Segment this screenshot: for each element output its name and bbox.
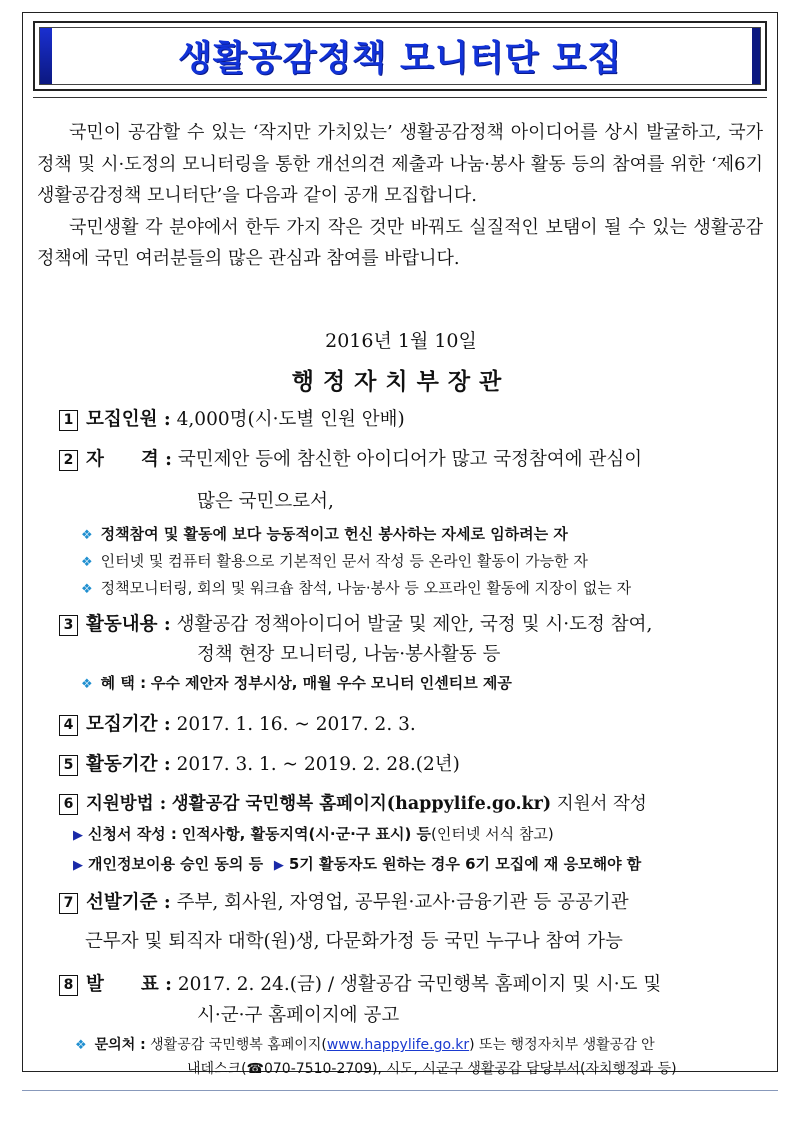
item-value: 국민제안 등에 참신한 아이디어가 많고 국정참여에 관심이: [177, 449, 643, 470]
contact-line-1: ❖ 문의처 : 생활공감 국민행복 홈페이지(www.happylife.go.kr) 또는 행정자치부 생활공감 안: [75, 1037, 655, 1053]
triangle-bullet-icon: ▶: [73, 828, 83, 843]
homepage-link[interactable]: www.happylife.go.kr: [326, 1037, 470, 1053]
item-qualification: [59, 445, 759, 471]
item-label: 자 격 :: [86, 449, 173, 470]
intro-paragraph-1: 국민이 공감할 수 있는 ‘작지만 가치있는’ 생활공감정책 아이디어를 상시 발굴하고, 국가정책 및 시·도정의 모니터링을 통한 개선의견 제출과 나눔·봉사 활동 등의 참여를 위한 ‘제6기 생활공감정책 모니터단’을 다음과 같이 공개 모집합니다.: [37, 122, 763, 206]
item-announcement: [59, 970, 759, 996]
issuer-name: 행정자치부장관: [291, 368, 511, 395]
item-number: 6: [59, 794, 78, 815]
diamond-bullet-icon: ❖: [81, 555, 93, 570]
diamond-bullet-icon: ❖: [75, 1038, 87, 1053]
item-number: 2: [59, 450, 78, 471]
item-value: 주부, 회사원, 자영업, 공무원·교사·금융기관 등 공공기관: [176, 892, 629, 913]
item-number: 4: [59, 715, 78, 736]
item-label: 활동기간 :: [86, 754, 171, 775]
item-number: 8: [59, 975, 78, 996]
contact-line-2: 내데스크(☎070-7510-2709), 시도, 시군구 생활공감 담당부서(자치행정과 등): [187, 1061, 677, 1077]
item-number: 3: [59, 615, 78, 636]
item-activities: [59, 610, 759, 636]
item-value: 4,000명(시·도별 인원 안배): [176, 409, 405, 430]
intro-paragraph-2: 국민생활 각 분야에서 한두 가지 작은 것만 바꿔도 실질적인 보탬이 될 수 있는 생활공감정책에 국민 여러분들의 많은 관심과 참여를 바랍니다.: [37, 216, 763, 269]
item-recruit-count: [59, 405, 759, 431]
intro-text: [37, 117, 763, 275]
item-label: 발 표 :: [86, 974, 173, 995]
item-label: 선발기준 :: [86, 892, 171, 913]
banner-accent-bar-right: [752, 28, 760, 84]
item-label: 모집인원 :: [86, 409, 171, 430]
page-title: 생활공감정책 모니터단 모집: [177, 39, 623, 79]
title-banner-inner: [39, 27, 761, 85]
application-sub-2: ▶ 개인정보이용 승인 동의 등 ▶ 5기 활동자도 원하는 경우 6기 모집에 재 응모해야 함: [73, 855, 642, 873]
triangle-bullet-icon: ▶: [273, 858, 284, 873]
item-selection-criteria: [59, 888, 759, 914]
item-value-cont: 정책 현장 모니터링, 나눔·봉사활동 등: [197, 644, 501, 665]
qualification-bullet: ❖ 정책참여 및 활동에 보다 능동적이고 헌신 봉사하는 자세로 임하려는 자: [81, 525, 568, 543]
item-activity-period: [59, 750, 759, 776]
banner-accent-bar: [40, 28, 52, 84]
contact-label: 문의처 :: [94, 1037, 146, 1053]
item-value-cont: 근무자 및 퇴직자 대학(원)생, 다문화가정 등 국민 누구나 참여 가능: [85, 931, 623, 952]
notice-frame: [22, 12, 778, 1077]
benefit-line: ❖ 혜 택 : 우수 제안자 정부시상, 매월 우수 모니터 인센티브 제공: [81, 674, 512, 692]
triangle-bullet-icon: ▶: [73, 858, 83, 873]
item-number: 7: [59, 893, 78, 914]
item-value-cont: 많은 국민으로서,: [197, 491, 334, 512]
diamond-bullet-icon: ❖: [81, 582, 93, 597]
item-number: 1: [59, 410, 78, 431]
item-label: 모집기간 :: [86, 714, 171, 735]
item-value: 2017. 3. 1. ~ 2019. 2. 28.(2년): [176, 754, 460, 775]
item-value-bold: 생활공감 국민행복 홈페이지(happylife.go.kr): [171, 794, 552, 814]
notice-date: 2016년 1월 10일: [325, 330, 477, 352]
item-value: 생활공감 정책아이디어 발굴 및 제안, 국정 및 시·도정 참여,: [176, 614, 653, 635]
application-sub-1: ▶ 신청서 작성 : 인적사항, 활동지역(시·군·구 표시) 등(인터넷 서식 참고): [73, 825, 554, 843]
item-recruit-period: [59, 710, 759, 736]
item-number: 5: [59, 755, 78, 776]
title-banner: [33, 21, 767, 91]
item-value: 2017. 2. 24.(금) / 생활공감 국민행복 홈페이지 및 시·도 및: [177, 974, 662, 995]
page-bottom-rule: [22, 1090, 778, 1091]
title-divider: [33, 97, 767, 98]
item-label: 활동내용 :: [86, 614, 171, 635]
item-application-method: [59, 790, 759, 815]
diamond-bullet-icon: ❖: [81, 528, 93, 543]
item-value: 지원서 작성: [551, 794, 647, 814]
qualification-bullet: ❖ 정책모니터링, 회의 및 워크숍 참석, 나눔·봉사 등 오프라인 활동에 지장이 없는 자: [81, 579, 632, 597]
item-label: 지원방법 :: [86, 794, 167, 814]
item-value: 2017. 1. 16. ~ 2017. 2. 3.: [176, 714, 416, 735]
qualification-bullet: ❖ 인터넷 및 컴퓨터 활용으로 기본적인 문서 작성 등 온라인 활동이 가능한 자: [81, 552, 588, 570]
diamond-bullet-icon: ❖: [81, 677, 93, 692]
item-value-cont: 시·군·구 홈페이지에 공고: [197, 1005, 400, 1026]
